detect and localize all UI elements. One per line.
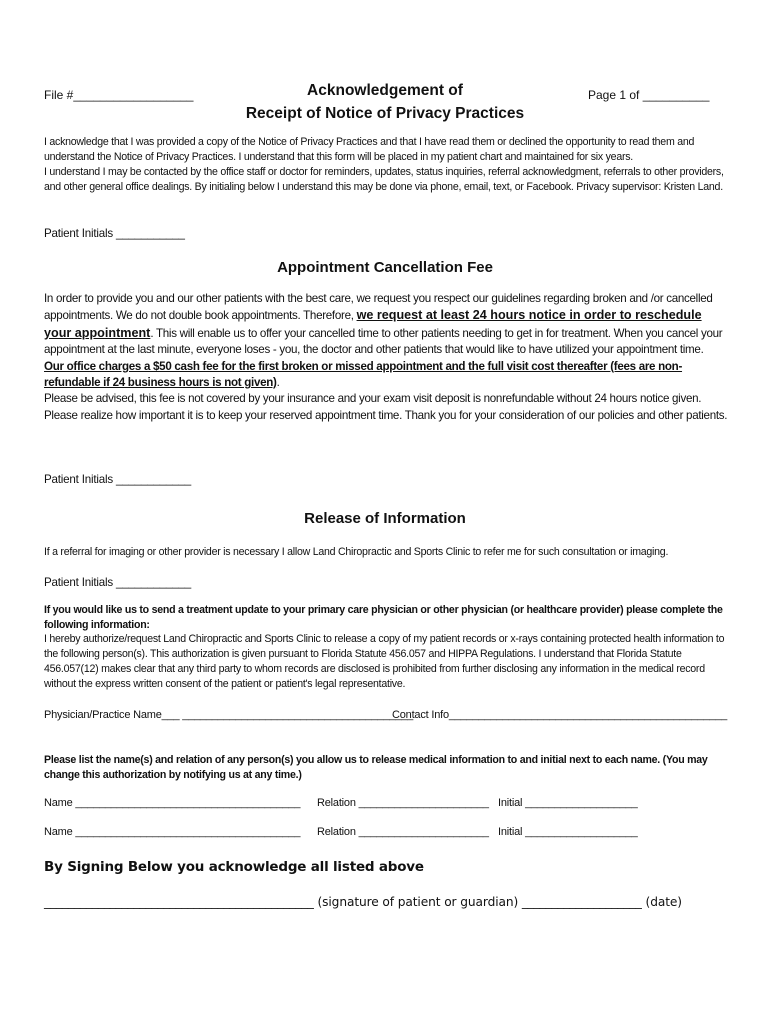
treatment-update-instructions: If you would like us to send a treatment update to your primary care physician or other physician (or healthcare provider) please complete the following information:	[44, 604, 723, 631]
release-name-field[interactable]: Name ______________________________________	[44, 826, 301, 838]
cancellation-text-a: In order to provide you and our other patients with the best care, we request you respect our guidelines regarding broken and /or cancelled appointments. We do not double book appointments. Therefore,	[44, 292, 713, 323]
page-title: Acknowledgement of	[307, 82, 463, 99]
cancellation-text-c: . This will enable us to offer your cancelled time to other patients needing to get in for treatment. When you cancel your appointment at the last minute, everyone loses - you, the doctor and other patients that would like to have utilized your appointment time.	[44, 326, 723, 357]
authorization-text: I hereby authorize/request Land Chiropractic and Sports Clinic to release a copy of my patient records or x-rays containing protected health information to the following person(s). This authorization is given pursuant to Florida Statute 456.057 and HIPPA Regulations. I understand that Florida Statute 456.057(12) makes clear that any third party to whom records are disclosed is prohibited from further disclosing any information in the medical record without the express written consent of the patient or patient's legal representative.	[44, 633, 725, 690]
release-relation-field[interactable]: Relation ______________________	[317, 797, 489, 809]
privacy-paragraph-1: I acknowledge that I was provided a copy of the Notice of Privacy Practices and that I have read them or declined the opportunity to read them and understand the Notice of Privacy Practices. I understand that this form will be placed in my patient chart and maintained for six years.	[44, 136, 695, 163]
patient-initials-cancellation[interactable]: Patient Initials ____________	[44, 473, 191, 486]
contact-info-field[interactable]: Contact Info_______________________________________________	[392, 709, 728, 721]
patient-initials-release[interactable]: Patient Initials ____________	[44, 576, 191, 589]
release-relation-field[interactable]: Relation ______________________	[317, 826, 489, 838]
cancellation-heading: Appointment Cancellation Fee	[277, 259, 493, 276]
signature-date-line[interactable]: _____________________________________________ (signature of patient or guardian) ____________________ (date)	[44, 895, 682, 909]
fee-policy-end: .	[276, 376, 280, 390]
signature-heading: By Signing Below you acknowledge all listed above	[44, 859, 424, 875]
referral-text: If a referral for imaging or other provider is necessary I allow Land Chiropractic and Sports Clinic to refer me for such consultation or imaging.	[44, 546, 669, 558]
page-subtitle: Receipt of Notice of Privacy Practices	[245, 105, 525, 122]
physician-practice-name-field[interactable]: Physician/Practice Name___ _______________________________________	[44, 709, 414, 721]
reschedule-notice: we request at least 24 hours notice in order to reschedule your appointment	[44, 308, 702, 340]
patient-initials-privacy[interactable]: Patient Initials ___________	[44, 227, 185, 240]
release-list-instructions: Please list the name(s) and relation of any person(s) you allow us to release medical information to and initial next to each name. (You may change this authorization by notifying us at any time.)	[44, 754, 708, 781]
file-number-field: File #__________________	[44, 88, 194, 102]
privacy-paragraph-2: I understand I may be contacted by the office staff or doctor for reminders, updates, status inquiries, referral acknowledgment, referrals to other providers, and other general office dealings. By initialing below I understand this may be done via phone, email, text, or Facebook. Privacy supervisor: Kristen Land.	[44, 166, 724, 193]
release-name-field[interactable]: Name ______________________________________	[44, 797, 301, 809]
fee-policy: Our office charges a $50 cash fee for the first broken or missed appointment and the full visit cost thereafter (fees are non-refundable if 24 business hours is not given)	[44, 359, 683, 390]
release-heading: Release of Information	[304, 510, 466, 527]
release-initial-field[interactable]: Initial ___________________	[498, 826, 638, 838]
page-number-field: Page 1 of __________	[588, 88, 710, 102]
cancellation-paragraph	[44, 291, 728, 424]
release-initial-field[interactable]: Initial ___________________	[498, 797, 638, 809]
cancellation-text-d: Please be advised, this fee is not covered by your insurance and your exam visit deposit is nonrefundable without 24 hours notice given. Please realize how important it is to keep your reserved appointment time. Thank you for your consideration of our policies and other patients.	[44, 392, 728, 422]
